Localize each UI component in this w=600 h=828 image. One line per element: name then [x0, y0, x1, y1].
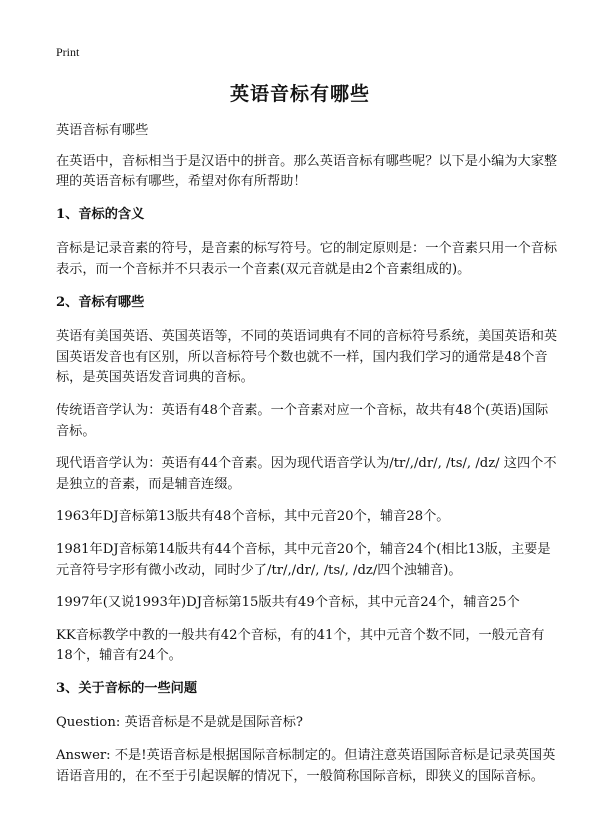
paragraph-3: 传统语音学认为：英语有48个音素。一个音素对应一个音标，故共有48个(英语)国际音标。: [56, 402, 549, 439]
page-title: 英语音标有哪些: [229, 83, 370, 105]
article-body: [56, 121, 558, 799]
section-heading-2: 2、音标有哪些: [56, 294, 145, 310]
paragraph-7: 1997年(又说1993年)DJ音标第15版共有49个音标，其中元音24个，辅音25个: [56, 595, 520, 611]
paragraph-6: 1981年DJ音标第14版共有44个音标，其中元音20个，辅音24个(相比13版，主要是元音符号字形有微小改动，同时少了/tr/,/dr/, /ts/, /dz/四个浊辅音)。: [56, 541, 551, 578]
print-link[interactable]: Print: [56, 45, 80, 59]
paragraph-8: KK音标教学中教的一般共有42个音标，有的41个，其中元音个数不同，一般元音有18个，辅音有24个。: [56, 627, 545, 664]
paragraph-1: 音标是记录音素的符号，是音素的标写符号。它的制定原则是：一个音素只用一个音标表示，而一个音标并不只表示一个音素(双元音就是由2个音素组成的)。: [56, 241, 558, 277]
article-subtitle: 英语音标有哪些: [56, 123, 149, 138]
paragraph-2: 英语有美国英语、英国英语等，不同的英语词典有不同的音标符号系统，美国英语和英国英语发音也有区别，所以音标符号个数也就不一样，国内我们学习的通常是48个音标，是英国英语发音词典的音标。: [56, 329, 558, 386]
intro-paragraph: 在英语中，音标相当于是汉语中的拼音。那么英语音标有哪些呢？以下是小编为大家整理的英语音标有哪些，希望对你有所帮助！: [56, 153, 558, 190]
answer-paragraph: Answer: 不是!英语音标是根据国际音标制定的。但请注意英语国际音标是记录英国英语语音用的，在不至于引起误解的情况下，一般简称国际音标，即狭义的国际音标。: [56, 748, 556, 784]
question-paragraph: Question: 英语音标是不是就是国际音标?: [56, 715, 303, 731]
paragraph-4: 现代语音学认为：英语有44个音素。因为现代语音学认为/tr/,/dr/, /ts/, /dz/ 这四个不是独立的音素，而是辅音连缀。: [56, 456, 557, 492]
section-heading-3: 3、关于音标的一些问题: [56, 680, 198, 696]
paragraph-5: 1963年DJ音标第13版共有48个音标，其中元音20个，辅音28个。: [56, 509, 450, 525]
section-heading-1: 1、音标的含义: [56, 206, 145, 222]
